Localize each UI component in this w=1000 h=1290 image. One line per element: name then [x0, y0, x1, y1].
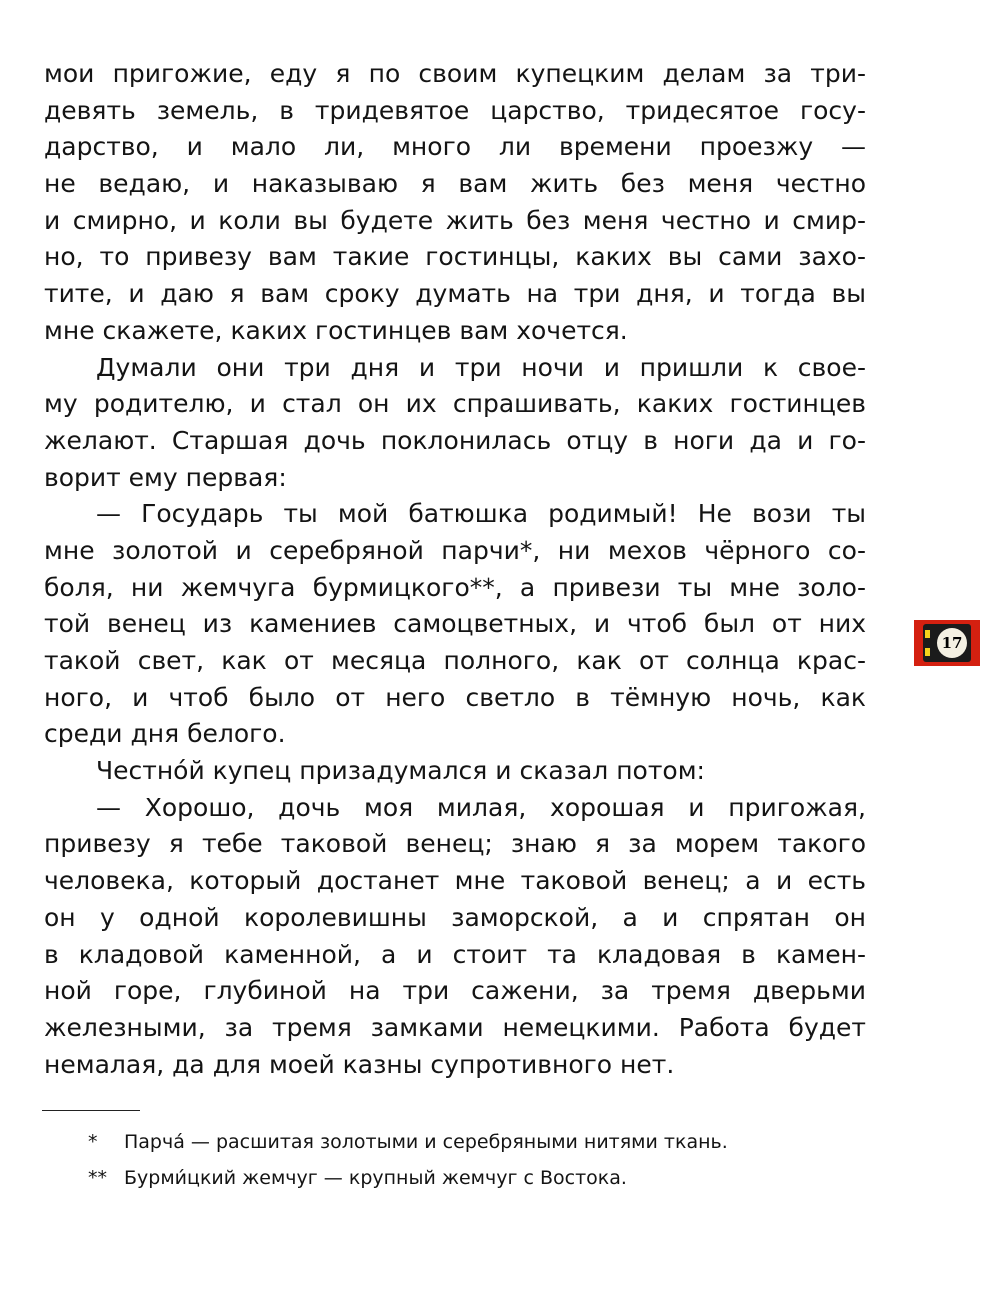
text-line: в кладовой каменной, а и стоит та кладовая в камен-	[44, 939, 866, 969]
text-line: боля, ни жемчуга бурмицкого**, а привези ты мне золо-	[44, 572, 866, 602]
page-number-badge	[914, 620, 980, 666]
footnote-burmitsky	[88, 1160, 878, 1196]
text-line: ной горе, глубиной на три сажени, за тремя дверьми	[44, 976, 866, 1006]
text-line: му родителю, и стал он их спрашивать, каких гостинцев	[44, 389, 866, 419]
text-line: желают. Старшая дочь поклонилась отцу в ноги да и го-	[44, 425, 866, 455]
footnote-text: Бурми́цкий жемчуг — крупный жемчуг с Востока.	[124, 1167, 627, 1189]
text-line: дарство, и мало ли, много ли времени проезжу —	[44, 132, 866, 162]
text-line: такой свет, как от месяца полного, как от солнца крас-	[44, 646, 866, 675]
footnote-divider	[42, 1110, 140, 1111]
text-line: мне скажете, каких гостинцев вам хочется.	[44, 315, 628, 345]
text-line: не ведаю, и наказываю я вам жить без меня честно	[44, 169, 866, 199]
text-line: он у одной королевишны заморской, а и спрятан он	[44, 902, 866, 932]
page-badge-frame	[923, 624, 971, 662]
page-number: 17	[937, 628, 967, 658]
text-line: среди дня белого.	[44, 719, 286, 749]
text-line: железными, за тремя замками немецкими. Работа будет	[44, 1012, 866, 1042]
text-line: привезу я тебе таковой венец; знаю я за морем такого	[44, 829, 866, 859]
text-line: девять земель, в тридевятое царство, тридесятое госу-	[44, 95, 866, 125]
footnote-mark: **	[88, 1167, 107, 1189]
text-line: ворит ему первая:	[44, 462, 287, 492]
footnote-parcha	[88, 1124, 878, 1160]
footnotes	[88, 1124, 878, 1196]
story-text	[44, 56, 866, 1083]
footnote-text: Парча́ — расшитая золотыми и серебряными нитями ткань.	[124, 1131, 728, 1153]
text-line: мне золотой и серебряной парчи*, ни мехов чёрного со-	[44, 535, 866, 565]
text-line: человека, который достанет мне таковой венец; а и есть	[44, 866, 866, 896]
text-line: — Хорошо, дочь моя милая, хорошая и пригожая,	[96, 792, 866, 822]
text-line: — Государь ты мой батюшка родимый! Не вози ты	[96, 499, 866, 529]
text-line: Честно́й купец призадумался и сказал потом:	[96, 756, 705, 786]
badge-stripe	[925, 630, 930, 638]
text-line: Думали они три дня и три ночи и пришли к свое-	[96, 352, 866, 382]
text-line: той венец из камениев самоцветных, и чтоб был от них	[44, 609, 866, 639]
text-line: мои пригожие, еду я по своим купецким делам за три-	[44, 59, 866, 88]
footnote-mark: *	[88, 1131, 98, 1153]
text-line: и смирно, и коли вы будете жить без меня честно и смир-	[44, 205, 866, 235]
badge-stripe	[925, 648, 930, 656]
text-line: но, то привезу вам такие гостинцы, каких вы сами захо-	[44, 242, 866, 272]
text-line: тите, и даю я вам сроку думать на три дня, и тогда вы	[44, 279, 866, 309]
text-line: немалая, да для моей казны супротивного нет.	[44, 1049, 675, 1079]
text-line: ного, и чтоб было от него светло в тёмную ночь, как	[44, 682, 866, 712]
